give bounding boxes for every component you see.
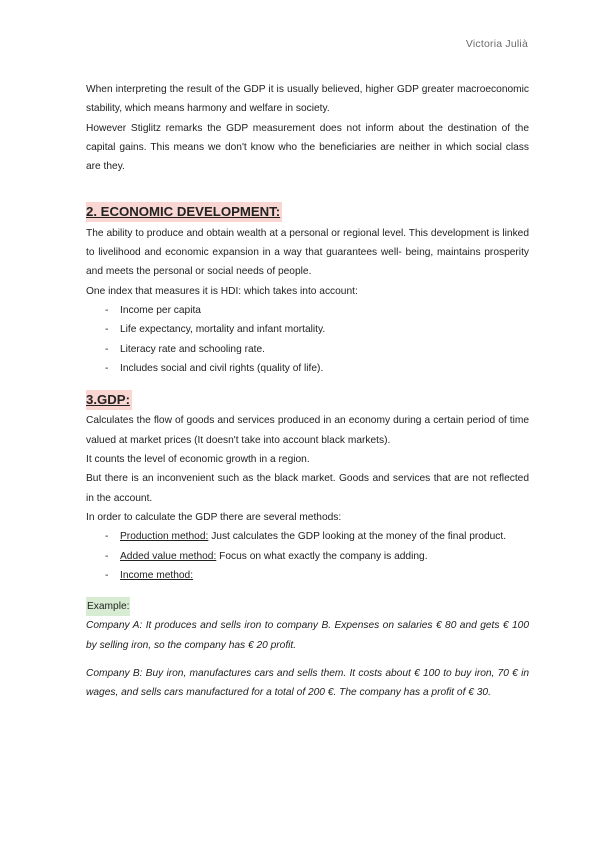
list-item [105,359,529,378]
example-company-a: Company A: It produces and sells iron to company B. Expenses on salaries € 80 and gets € 100 by selling iron, so the company has € 20 profit. [86,620,529,651]
spacer [86,655,529,664]
dash-bullet: - [105,324,109,336]
section-heading-economic-development: 2. ECONOMIC DEVELOPMENT: [86,202,282,222]
intro-paragraph-1: When interpreting the result of the GDP it is usually believed, higher GDP greater macroeconomic stability, which means harmony and welfare in society. [86,84,529,115]
hdi-list [86,301,529,378]
list-item-text: Literacy rate and schooling rate. [120,343,265,355]
list-item [105,566,529,585]
section-heading-gdp: 3.GDP: [86,390,132,410]
document-body [86,80,529,703]
gdp-paragraph-4: In order to calculate the GDP there are several methods: [86,511,342,523]
example-company-b: Company B: Buy iron, manufactures cars and sells them. It costs about € 100 to buy iron, 70 € in wages, and sells cars manufactured for a total of 200 €. The company has a profit of € 30. [86,668,529,699]
method-description: Just calculates the GDP looking at the money of the final product. [208,531,507,543]
method-description: Focus on what exactly the company is adding. [216,550,428,562]
list-item [105,301,529,320]
list-item [105,547,529,566]
intro-paragraph-2: However Stiglitz remarks the GDP measurement does not inform about the destination of the capital gains. This means we don't know who the beneficiaries are neither in which social class are they. [86,122,529,173]
example-label-row [86,597,529,616]
dash-bullet: - [105,304,109,316]
list-item-text: Includes social and civil rights (quality of life). [120,362,324,374]
spacer [86,585,529,597]
list-item [105,320,529,339]
economic-development-paragraph-2: One index that measures it is HDI: which takes into account: [86,285,358,297]
gdp-paragraph-2: It counts the level of economic growth in a region. [86,454,310,466]
dash-bullet: - [105,569,109,581]
spacer [86,176,529,202]
spacer [86,378,529,390]
dash-bullet: - [105,343,109,355]
list-item [105,527,529,546]
list-item [105,340,529,359]
dash-bullet: - [105,550,109,562]
example-label: Example: [86,597,130,616]
page-header-author: Victoria Julià [465,38,528,50]
economic-development-paragraph-1: The ability to produce and obtain wealth at a personal or regional level. This development is linked to livelihood and economic expansion in a way that guarantees well- being, maintains prosperity and meets the personal or social needs of people. [86,227,529,278]
list-item-text: Life expectancy, mortality and infant mortality. [120,324,326,336]
dash-bullet: - [105,362,109,374]
list-item-text: Income per capita [120,304,201,316]
method-term: Added value method: [120,550,217,562]
dash-bullet: - [105,531,109,543]
gdp-methods-list [86,527,529,585]
method-term: Production method: [120,531,209,543]
gdp-paragraph-1: Calculates the flow of goods and services produced in an economy during a certain period of time valued at market prices (It doesn't take into account black markets). [86,415,529,446]
gdp-paragraph-3: But there is an inconvenient such as the black market. Goods and services that are not reflected in the account. [86,473,529,504]
method-term: Income method: [120,569,194,581]
